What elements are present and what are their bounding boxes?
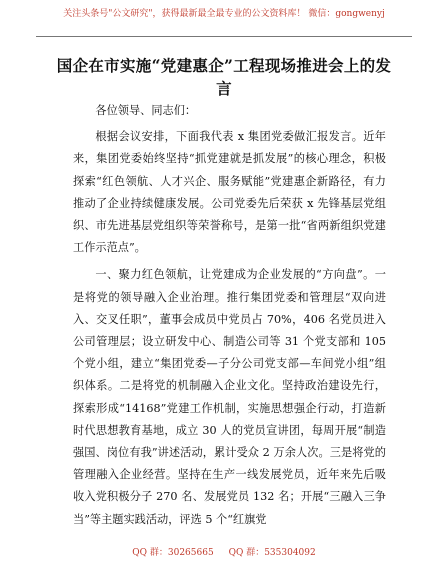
paragraph-section-one: 一、聚力红色领航，让党建成为企业发展的“方向盘”。一是将党的领导融入企业治理。推行集团党委和管理层“双向进入、交叉任职”，董事会成员中党员占 70%，406 名党员进入公司管理层；设立研发中心、制造公司等 31 个党支部和 105 个党小组，建立“集团党委—子分公司党支部—车间党小组”组织体系。二是将党的机制融入企业文化。坚持政治建设先行，探索形成“14168”党建工作机制，实施思想强企行动，打造新时代思想教育基地，成立 30 人的党员宣讲团，每周开展“制造强国、岗位有我”讲述活动，累计受众 2 万余人次。三是将党的管理融入企业经营。坚持在生产一线发展党员，近年来先后吸收入党积极分子 270 名、发展党员 132 名；开展“三融入三争当”等主题实践活动，评选 5 个“红旗党 <box>73 268 386 526</box>
header-divider <box>36 36 412 37</box>
footer-qq-group-1: QQ 群：30265665 <box>132 548 214 558</box>
document-title: 国企在市实施“党建惠企”工程现场推进会上的发言 <box>56 56 392 98</box>
salutation: 各位领导、同志们： <box>95 104 197 117</box>
document-body <box>73 100 386 536</box>
footer-qq-group-2: QQ 群：535304092 <box>228 548 316 558</box>
header-banner: 关注头条号"公文研究"，获得最新最全最专业的公文资料库！ 微信：gongwenyj <box>63 9 385 19</box>
footer-contact <box>0 545 448 558</box>
paragraph-intro: 根据会议安排，下面我代表 x 集团党委做汇报发言。近年来，集团党委始终坚持“抓党建就是抓发展”的核心理念，积极探索“红色领航、人才兴企、服务赋能”党建惠企新路径，有力推动了企业持续健康发展。公司党委先后荣获 x 先锋基层党组织、市先进基层党组织等荣誉称号，是第一批“省两新组织党建工作示范点”。 <box>73 130 386 255</box>
